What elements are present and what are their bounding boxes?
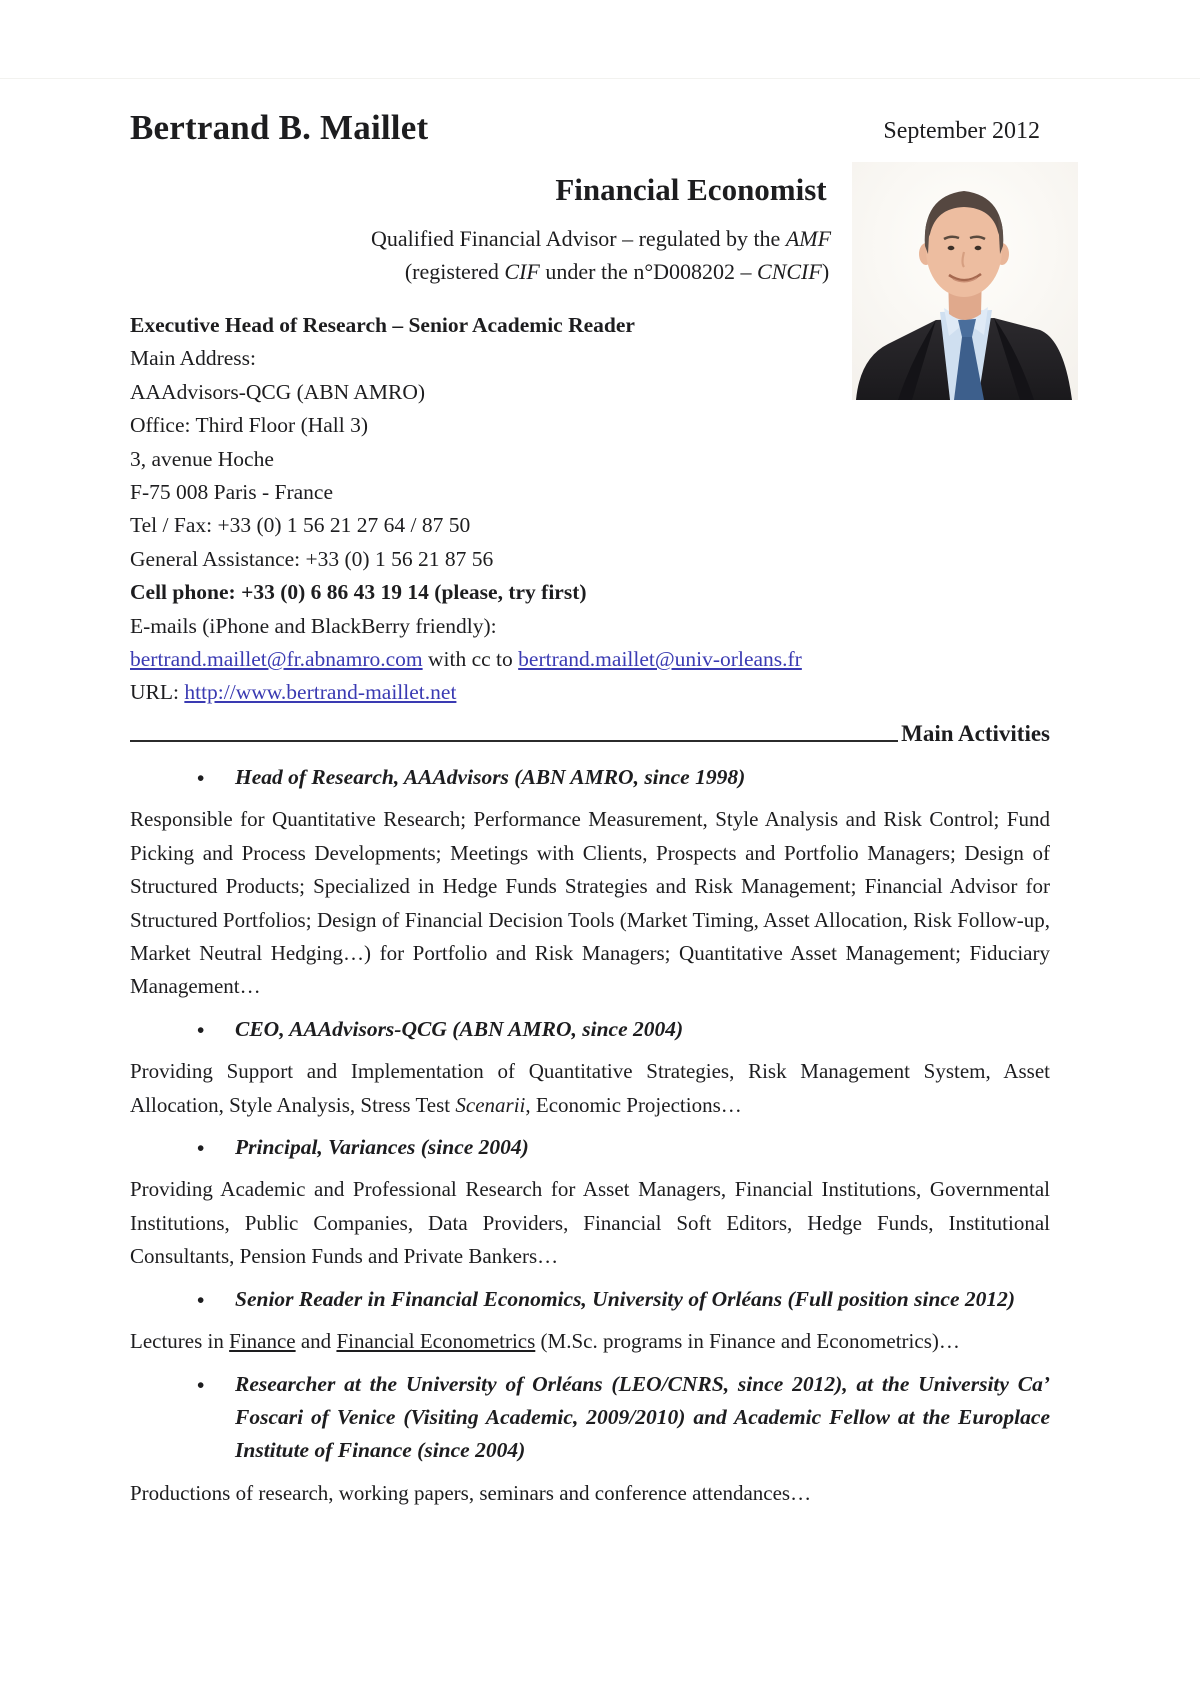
activity-body [130, 1325, 1050, 1358]
assistance-line: General Assistance: +33 (0) 1 56 21 87 56 [130, 546, 494, 571]
registration-number: under the n°D008202 – [539, 259, 758, 284]
scan-artifact-line [0, 78, 1200, 79]
body-text: , Economic Projections… [525, 1092, 742, 1117]
page-title: Financial Economist [555, 172, 827, 207]
bullet-icon: • [197, 1136, 205, 1161]
company-line: AAAdvisors-QCG (ABN AMRO) [130, 379, 426, 404]
person-name: Bertrand B. Maillet [130, 108, 429, 147]
telfax-line: Tel / Fax: +33 (0) 1 56 21 27 64 / 87 50 [130, 513, 471, 538]
finance-underlined: Finance [229, 1329, 296, 1354]
activity-body: Responsible for Quantitative Research; Performance Measurement, Style Analysis and Risk Control; Fund Picking and Process Developments; Meetings with Clients, Prospects and Portfolio Managers; Design of Structured Products; Specialized in Hedge Funds Strategies and Risk Management; Financial Advisor for Structured Portfolios; Design of Financial Decision Tools (Market Timing, Asset Allocation, Risk Follow-up, Market Neutral Hedging…) for Portfolio and Risk Managers; Quantitative Asset Management; Fiduciary Management… [130, 807, 1050, 999]
emails-line [130, 643, 910, 676]
document-date: September 2012 [883, 118, 1040, 144]
activity-title-text: Senior Reader in Financial Economics, University of Orléans (Full position since 2012) [235, 1286, 1016, 1311]
email-link-univ-orleans[interactable]: bertrand.maillet@univ-orleans.fr [518, 647, 802, 672]
url-line [130, 676, 910, 709]
main-activities-header [130, 721, 1050, 746]
qualification-line [371, 226, 831, 252]
body-text: Lectures in [130, 1329, 230, 1354]
website-link[interactable]: http://www.bertrand-maillet.net [184, 680, 457, 705]
cncif-abbr: CNCIF [757, 259, 822, 284]
office-line: Office: Third Floor (Hall 3) [130, 413, 369, 438]
body-text: Providing Support and Implementation of Quantitative Strategies, Risk Management System, Asset Allocation, Style Analysis, Stress Test [130, 1059, 1050, 1117]
activity-title-researcher [130, 1368, 1050, 1468]
cif-abbr: CIF [504, 259, 540, 284]
qualification-text: Qualified Financial Advisor – regulated by the [370, 226, 786, 251]
activity-body: Productions of research, working papers, seminars and conference attendances… [130, 1480, 812, 1505]
activity-title-head-of-research [130, 761, 1050, 794]
cellphone-line: Cell phone: +33 (0) 6 86 43 19 14 (please, try first) [130, 580, 587, 605]
bullet-icon: • [197, 1017, 205, 1042]
activity-title-text: CEO, AAAdvisors-QCG (ABN AMRO, since 2004) [235, 1016, 684, 1041]
eye-right [975, 246, 982, 250]
activity-title-ceo [130, 1013, 1050, 1046]
financial-econometrics-underlined: Financial Econometrics [336, 1329, 536, 1354]
activities-list [130, 761, 1050, 1510]
section-title: Main Activities [901, 721, 1050, 746]
email-link-abnamro[interactable]: bertrand.maillet@fr.abnamro.com [130, 647, 423, 672]
registration-text: (registered [404, 259, 505, 284]
activity-body: Providing Academic and Professional Research for Asset Managers, Financial Institutions, Governmental Institutions, Public Companies, Data Providers, Financial Soft Editors, Hedge Funds, Institutional Consultants, Pension Funds and Private Bankers… [130, 1177, 1050, 1269]
scenarii-italic: Scenarii [455, 1092, 526, 1117]
emails-label: E-mails (iPhone and BlackBerry friendly): [130, 613, 497, 638]
bullet-icon: • [197, 1372, 205, 1397]
contact-block [130, 309, 910, 710]
main-address-label: Main Address: [130, 346, 257, 371]
bullet-icon: • [197, 1287, 205, 1312]
url-label: URL: [130, 680, 185, 705]
activity-body [130, 1055, 1050, 1122]
activity-title-senior-reader [130, 1283, 1050, 1316]
registration-line [405, 259, 829, 285]
eye-left [948, 246, 955, 250]
activity-title-text: Researcher at the University of Orléans (LEO/CNRS, since 2012), at the University Ca’ Foscari of Venice (Visiting Academic, 2009/2010) and Academic Fellow at the Europlace Institute of Finance (since 2004) [235, 1371, 1050, 1463]
city-line: F-75 008 Paris - France [130, 480, 334, 505]
street-line: 3, avenue Hoche [130, 446, 274, 471]
registration-close-paren: ) [821, 259, 830, 284]
activity-title-principal [130, 1131, 1050, 1164]
role-line: Executive Head of Research – Senior Academic Reader [130, 313, 635, 337]
body-text: and [295, 1329, 337, 1354]
email-separator: with cc to [422, 647, 519, 672]
bullet-icon: • [197, 766, 205, 790]
body-text: (M.Sc. programs in Finance and Econometrics)… [535, 1329, 960, 1354]
activity-title-text: Principal, Variances (since 2004) [235, 1135, 529, 1160]
section-rule [130, 740, 898, 742]
amf-abbr: AMF [785, 226, 832, 251]
activity-title-text: Head of Research, AAAdvisors (ABN AMRO, since 1998) [235, 765, 746, 789]
